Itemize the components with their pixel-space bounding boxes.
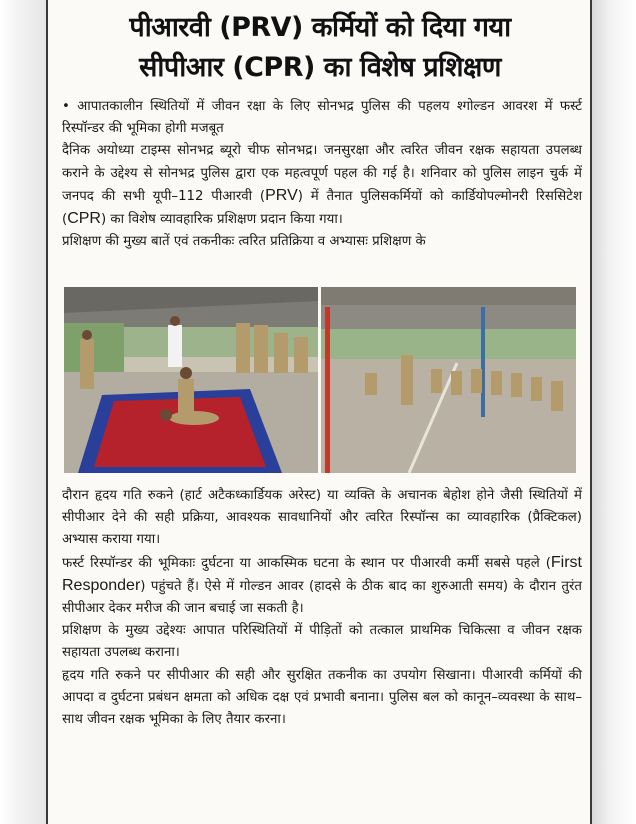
article-body-top xyxy=(62,96,582,253)
prv-term: PRV xyxy=(265,186,298,204)
cpr-demo-photo xyxy=(64,287,318,473)
article-paragraph-objectives: प्रशिक्षण के मुख्य उद्देश्यः आपात परिस्थितियों में पीड़ितों को तत्काल प्राथमिक चिकित्सा व जीवन रक्षक सहायता उपलब्ध कराना। xyxy=(62,623,582,661)
trainees-seated-photo xyxy=(321,287,576,473)
article-paragraph-intro: दैनिक अयोध्या टाइम्स सोनभद्र ब्यूरो चीफ सोनभद्र। जनसुरक्षा और त्वरित जीवन रक्षक सहायता उपलब्ध कराने के उद्देश्य से सोनभद्र पुलिस द्वारा एक महत्वपूर्ण पहल की गई है। शनिवार को पुलिस लाइन चुर्क में जनपद की सभी यूपी–112 पीआरवी (PRV) में तैनात पुलिसकर्मियों को कार्डियोपल्मोनरी रिससिटेश (CPR) का विशेष व्यावहारिक प्रशिक्षण प्रदान किया गया। xyxy=(62,143,582,228)
article-paragraph-training-points: प्रशिक्षण की मुख्य बातें एवं तकनीकः त्वरित प्रतिक्रिया व अभ्यासः प्रशिक्षण के xyxy=(62,234,426,250)
cpr-term: CPR xyxy=(67,210,101,228)
page-margin-left xyxy=(0,0,46,824)
photo-strip xyxy=(64,287,576,473)
article-paragraph-closing: हृदय गति रुकने पर सीपीआर की सही और सुरक्षित तकनीक का उपयोग सिखाना। पीआरवी कर्मियों की आपदा व दुर्घटना प्रबंधन क्षमता को अधिक दक्ष एवं प्रभावी बनाना। पुलिस बल को कानून–व्यवस्था के साथ–साथ जीवन रक्षक भूमिका के लिए तैयार करना। xyxy=(62,667,582,728)
article-body-bottom xyxy=(62,485,582,731)
first-responder-term: First Responder xyxy=(62,553,582,594)
article-headline xyxy=(60,8,580,88)
page-margin-right xyxy=(592,0,636,824)
article-paragraph-first-responder: फर्स्ट रिस्पॉन्डर की भूमिकाः दुर्घटना या आकस्मिक घटना के स्थान पर पीआरवी कर्मी सबसे पहले (First Responder) पहुंचते हैं। ऐसे में गोल्डन आवर (हादसे के ठीक बाद का शुरुआती समय) के दौरान तुरंत सीपीआर देकर मरीज की जान बचाई जा सकती है। xyxy=(62,553,582,617)
article-paragraph-procedure: दौरान हृदय गति रुकने (हार्ट अटैकध्कार्डियक अरेस्ट) या व्यक्ति के अचानक बेहोश होने जैसी स्थितियों में सीपीआर देने की सही प्रक्रिया, आवश्यक सावधानियों और त्वरित रिस्पॉन्स का व्यावहारिक (प्रैक्टिकल) अभ्यास कराया गया। xyxy=(62,488,582,548)
article-subheading: • आपातकालीन स्थितियों में जीवन रक्षा के लिए सोनभद्र पुलिस की पहलय श्गोल्डन आवरश में फर्स्ट रिस्पॉन्डर की भूमिका होगी मजबूत xyxy=(62,99,582,137)
headline-line-2: सीपीआर (CPR) का विशेष प्रशिक्षण xyxy=(139,52,501,83)
headline-line-1: पीआरवी (PRV) कर्मियों को दिया गया xyxy=(129,12,511,43)
